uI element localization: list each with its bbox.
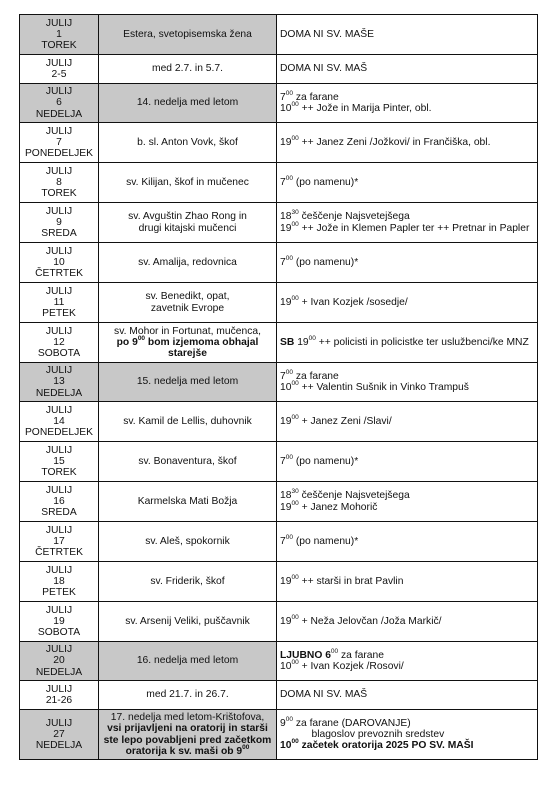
date-cell — [20, 402, 99, 442]
date-cell — [20, 123, 99, 163]
date-line: PONEDELJEK — [24, 148, 94, 160]
date-cell — [20, 243, 99, 283]
saint-bold-line — [102, 743, 273, 757]
mass-time: 18 — [280, 211, 292, 223]
date-line: NEDELJA — [35, 387, 83, 399]
mass-time: 19 — [280, 575, 292, 587]
date-line: 9 — [56, 216, 62, 228]
saint-bold-text: bom izjemoma obhajal — [145, 336, 259, 348]
saint-line: sv. Avguštin Zhao Rong in — [128, 211, 247, 223]
saint-line: b. sl. Anton Vovk, škof — [137, 136, 238, 148]
saint-cell — [99, 363, 277, 402]
mass-time: DOMA NI SV. MAŠ — [280, 689, 368, 701]
mass-text: ++ Jože in Marija Pinter, obl. — [298, 103, 432, 114]
mass-line — [280, 533, 534, 547]
date-cell — [20, 323, 99, 363]
date-line: 6 — [56, 97, 62, 109]
mass-text: + Ivan Kozjek /sosedje/ — [298, 296, 408, 308]
mass-line — [280, 103, 534, 114]
date-line: 15 — [53, 455, 65, 467]
date-line: JULIJ — [45, 683, 73, 695]
mass-time: 10 — [280, 103, 292, 114]
saint-cell — [99, 402, 277, 442]
date-line: 17 — [53, 535, 65, 547]
table-row — [20, 243, 538, 283]
mass-cell — [277, 402, 538, 442]
date-cell — [20, 602, 99, 642]
mass-text: + Janez Mohorič — [298, 501, 378, 513]
mass-line — [280, 413, 534, 427]
time-superscript: 00 — [308, 334, 316, 342]
date-line: JULIJ — [45, 285, 73, 297]
saint-line: sv. Bonaventura, škof — [138, 455, 237, 467]
table-row — [20, 323, 538, 363]
date-cell — [20, 163, 99, 203]
table-row — [20, 163, 538, 203]
date-line: PONEDELJEK — [24, 427, 94, 439]
date-cell — [20, 681, 99, 710]
mass-time: 19 — [280, 296, 292, 308]
date-cell — [20, 363, 99, 402]
mass-cell — [277, 363, 538, 402]
mass-cell — [277, 482, 538, 522]
mass-cell — [277, 55, 538, 84]
table-row — [20, 15, 538, 55]
date-line: JULIJ — [45, 717, 73, 729]
saint-bold-line: ste lepo povabljeni pred začetkom — [103, 734, 272, 746]
mass-time: 7 — [280, 91, 286, 103]
saint-cell — [99, 522, 277, 562]
time-superscript: 00 — [291, 573, 299, 581]
mass-line — [280, 254, 534, 268]
date-line: JULIJ — [45, 86, 73, 98]
saint-cell — [99, 123, 277, 163]
mass-time: 9 — [280, 717, 286, 729]
mass-text: za farane — [292, 370, 339, 382]
mass-cell — [277, 522, 538, 562]
saint-line: Estera, svetopisemska žena — [123, 28, 252, 40]
saint-line: zavetnik Evrope — [150, 302, 225, 314]
mass-cell — [277, 283, 538, 323]
mass-time: 19 — [280, 136, 292, 148]
saint-line: sv. Aleš, spokornik — [145, 535, 230, 547]
date-line: SOBOTA — [37, 348, 81, 360]
time-superscript: 00 — [285, 89, 293, 97]
time-superscript: 30 — [291, 209, 299, 217]
mass-text: ++ Janez Zeni /Jožkovi/ in Frančiška, obl. — [298, 136, 491, 148]
mass-line — [280, 174, 534, 188]
mass-line — [280, 294, 534, 308]
date-cell — [20, 482, 99, 522]
mass-line — [280, 29, 534, 40]
mass-text: češčenje Najsvetejšega — [298, 211, 410, 223]
date-line: TOREK — [41, 188, 77, 200]
mass-line — [280, 382, 534, 393]
saint-line: drugi kitajski mučenci — [138, 222, 237, 234]
mass-time: 7 — [280, 535, 286, 547]
saint-bold-text: oratorija k sv. maši ob 9 — [125, 745, 243, 757]
date-line: JULIJ — [45, 484, 73, 496]
saint-line: 16. nedelja med letom — [136, 655, 239, 667]
time-superscript: 00 — [291, 413, 299, 421]
date-cell — [20, 710, 99, 760]
saint-cell — [99, 442, 277, 482]
date-line: SREDA — [41, 507, 77, 519]
saint-cell — [99, 243, 277, 283]
mass-line — [280, 368, 534, 382]
mass-time: 18 — [280, 490, 292, 502]
mass-text: (po namenu)* — [292, 176, 359, 188]
mass-cell — [277, 203, 538, 243]
mass-line — [280, 134, 534, 148]
mass-time: 10 — [280, 661, 292, 672]
date-line: JULIJ — [45, 524, 73, 536]
saint-cell — [99, 283, 277, 323]
table-row — [20, 710, 538, 760]
date-line: 12 — [53, 336, 65, 348]
date-line: ČETRTEK — [35, 268, 83, 280]
mass-cell — [277, 562, 538, 602]
mass-time: DOMA NI SV. MAŠE — [280, 28, 375, 40]
mass-line — [280, 211, 534, 222]
date-line: 7 — [56, 136, 62, 148]
table-row — [20, 123, 538, 163]
table-row — [20, 681, 538, 710]
mass-time: 7 — [280, 370, 286, 382]
date-line: JULIJ — [45, 404, 73, 416]
saint-cell — [99, 84, 277, 123]
mass-text: + Ivan Kozjek /Rosovi/ — [298, 661, 404, 672]
saint-bold-line — [102, 334, 273, 348]
time-superscript: 00 — [137, 334, 146, 342]
date-line: 10 — [53, 256, 65, 268]
date-cell — [20, 562, 99, 602]
date-line: TOREK — [41, 40, 77, 52]
mass-cell — [277, 163, 538, 203]
table-row — [20, 482, 538, 522]
mass-line — [280, 334, 534, 348]
mass-line — [280, 89, 534, 103]
date-line: 19 — [53, 615, 65, 627]
mass-time: 19 — [280, 415, 292, 427]
saint-bold-text: po 9 — [116, 336, 138, 348]
date-line: ČETRTEK — [35, 547, 83, 559]
mass-text: (po namenu)* — [292, 455, 359, 467]
mass-text: ++ policisti in policistke ter uslužbenci/ke MNZ — [315, 336, 529, 348]
mass-line — [280, 715, 534, 729]
date-line: JULIJ — [45, 125, 73, 137]
saint-cell — [99, 203, 277, 243]
mass-time: 19 — [280, 615, 292, 627]
time-superscript: 00 — [285, 533, 293, 541]
mass-cell — [277, 323, 538, 363]
date-cell — [20, 442, 99, 482]
time-superscript: 00 — [291, 738, 299, 746]
saint-line: sv. Amalija, redovnica — [138, 256, 237, 268]
saint-line: sv. Friderik, škof — [150, 575, 225, 587]
saint-bold-line: vsi prijavljeni na oratorij in starši — [107, 723, 268, 735]
saint-line: sv. Kilijan, škof in mučenec — [126, 176, 249, 188]
saint-cell — [99, 642, 277, 681]
date-line: JULIJ — [45, 365, 73, 377]
time-superscript: 00 — [285, 453, 293, 461]
mass-text: ++ Jože in Klemen Papler ter ++ Pretnar in Papler — [298, 222, 530, 234]
time-superscript: 00 — [291, 101, 299, 108]
table-row — [20, 522, 538, 562]
date-line: 1 — [56, 28, 62, 40]
saint-bold-line: starejše — [168, 348, 207, 360]
mass-text: (po namenu)* — [292, 256, 359, 268]
saint-line: sv. Benedikt, opat, — [145, 291, 230, 303]
date-cell — [20, 642, 99, 681]
time-superscript: 00 — [291, 613, 299, 621]
mass-text: za farane — [338, 649, 384, 661]
saint-line: 15. nedelja med letom — [136, 376, 239, 388]
date-line: SOBOTA — [37, 627, 81, 639]
saint-line: med 21.7. in 26.7. — [146, 689, 229, 701]
date-cell — [20, 203, 99, 243]
time-superscript: 00 — [291, 380, 299, 387]
mass-text: za farane — [292, 91, 339, 103]
table-row — [20, 442, 538, 482]
date-line: 20 — [53, 655, 65, 667]
date-line: JULIJ — [45, 57, 73, 69]
date-line: JULIJ — [45, 444, 73, 456]
mass-line — [280, 740, 534, 751]
date-line: NEDELJA — [35, 666, 83, 678]
date-line: JULIJ — [45, 644, 73, 656]
time-superscript: 30 — [291, 488, 299, 496]
date-line: JULIJ — [45, 17, 73, 29]
mass-time: 19 — [280, 222, 292, 234]
date-cell — [20, 15, 99, 55]
time-superscript: 00 — [330, 647, 339, 655]
saint-line: sv. Mohor in Fortunat, mučenca, — [114, 325, 261, 337]
mass-text: začetek oratorija 2025 PO SV. MAŠI — [298, 740, 474, 752]
date-line: JULIJ — [45, 325, 73, 337]
date-line: 27 — [53, 728, 65, 740]
mass-cell — [277, 243, 538, 283]
date-line: 21-26 — [45, 695, 73, 706]
mass-time: 7 — [280, 455, 286, 467]
saint-cell — [99, 323, 277, 363]
mass-text: + Neža Jelovčan /Joža Markič/ — [298, 615, 442, 627]
date-line: NEDELJA — [35, 108, 83, 120]
mass-line — [280, 499, 534, 513]
mass-time: 19 — [280, 501, 292, 513]
date-line: JULIJ — [45, 165, 73, 177]
mass-text: ++ Valentin Sušnik in Vinko Trampuš — [298, 382, 469, 393]
date-line: PETEK — [42, 587, 76, 599]
table-row — [20, 84, 538, 123]
mass-line — [280, 573, 534, 587]
mass-time: DOMA NI SV. MAŠ — [280, 63, 368, 75]
date-cell — [20, 522, 99, 562]
saint-cell — [99, 482, 277, 522]
mass-prefix: SB — [280, 336, 295, 348]
mass-cell — [277, 123, 538, 163]
mass-time: 7 — [280, 176, 286, 188]
mass-time: LJUBNO 6 — [280, 649, 331, 661]
time-superscript: 00 — [291, 294, 299, 302]
table-row — [20, 642, 538, 681]
saint-cell — [99, 710, 277, 760]
date-line: 16 — [53, 495, 65, 507]
mass-line — [280, 63, 534, 74]
saint-line: med 2.7. in 5.7. — [152, 63, 223, 75]
date-cell — [20, 84, 99, 123]
saint-cell — [99, 15, 277, 55]
mass-line — [280, 689, 534, 700]
date-line: 2-5 — [51, 69, 67, 80]
date-line: JULIJ — [45, 604, 73, 616]
date-line: 14 — [53, 415, 65, 427]
mass-line — [280, 647, 534, 661]
time-superscript: 00 — [291, 134, 299, 142]
mass-time: 10 — [280, 740, 292, 752]
time-superscript: 00 — [242, 743, 250, 751]
mass-time: 7 — [280, 256, 286, 268]
mass-line — [280, 220, 534, 234]
mass-text: + Janez Zeni /Slavi/ — [298, 415, 392, 427]
schedule-body — [20, 15, 538, 760]
mass-text: za farane (DAROVANJE) — [292, 717, 411, 729]
mass-text: (po namenu)* — [292, 535, 359, 547]
date-line: 11 — [53, 296, 65, 308]
schedule-table — [19, 14, 538, 760]
saint-line: sv. Kamil de Lellis, duhovnik — [123, 415, 252, 427]
time-superscript: 00 — [291, 659, 299, 666]
mass-time: 10 — [280, 382, 292, 393]
mass-line — [280, 490, 534, 501]
date-line: JULIJ — [45, 205, 73, 217]
saint-line: Karmelska Mati Božja — [137, 495, 238, 507]
mass-cell — [277, 602, 538, 642]
date-line: TOREK — [41, 467, 77, 479]
mass-cell — [277, 642, 538, 681]
saint-line: 14. nedelja med letom — [136, 97, 239, 109]
time-superscript: 00 — [285, 174, 293, 182]
date-cell — [20, 283, 99, 323]
date-line: JULIJ — [45, 564, 73, 576]
mass-line — [280, 661, 534, 672]
date-line: PETEK — [42, 308, 76, 320]
saint-cell — [99, 163, 277, 203]
date-line: 18 — [53, 575, 65, 587]
date-cell — [20, 55, 99, 84]
saint-cell — [99, 562, 277, 602]
time-superscript: 00 — [285, 254, 293, 262]
table-row — [20, 602, 538, 642]
table-row — [20, 55, 538, 84]
mass-cell — [277, 681, 538, 710]
table-row — [20, 363, 538, 402]
saint-cell — [99, 602, 277, 642]
time-superscript: 00 — [291, 499, 299, 507]
date-line: JULIJ — [45, 245, 73, 257]
mass-text: češčenje Najsvetejšega — [298, 490, 410, 502]
mass-cell — [277, 442, 538, 482]
saint-line: sv. Arsenij Veliki, puščavnik — [125, 615, 250, 627]
time-superscript: 00 — [291, 220, 299, 228]
date-line: NEDELJA — [35, 740, 83, 752]
time-superscript: 00 — [285, 368, 293, 376]
date-line: SREDA — [41, 228, 77, 240]
date-line: 13 — [53, 376, 65, 388]
mass-text: ++ starši in brat Pavlin — [298, 575, 404, 587]
mass-time: 19 — [297, 336, 309, 348]
mass-text: blagoslov prevoznih sredstev — [280, 728, 445, 740]
time-superscript: 00 — [285, 715, 293, 723]
table-row — [20, 203, 538, 243]
mass-line — [280, 729, 534, 740]
table-row — [20, 283, 538, 323]
saint-cell — [99, 55, 277, 84]
mass-cell — [277, 84, 538, 123]
date-line: 8 — [56, 176, 62, 188]
saint-cell — [99, 681, 277, 710]
saint-line: 17. nedelja med letom-Krištofova, — [110, 712, 265, 724]
mass-cell — [277, 15, 538, 55]
mass-cell — [277, 710, 538, 760]
mass-line — [280, 613, 534, 627]
table-row — [20, 562, 538, 602]
table-row — [20, 402, 538, 442]
mass-line — [280, 453, 534, 467]
